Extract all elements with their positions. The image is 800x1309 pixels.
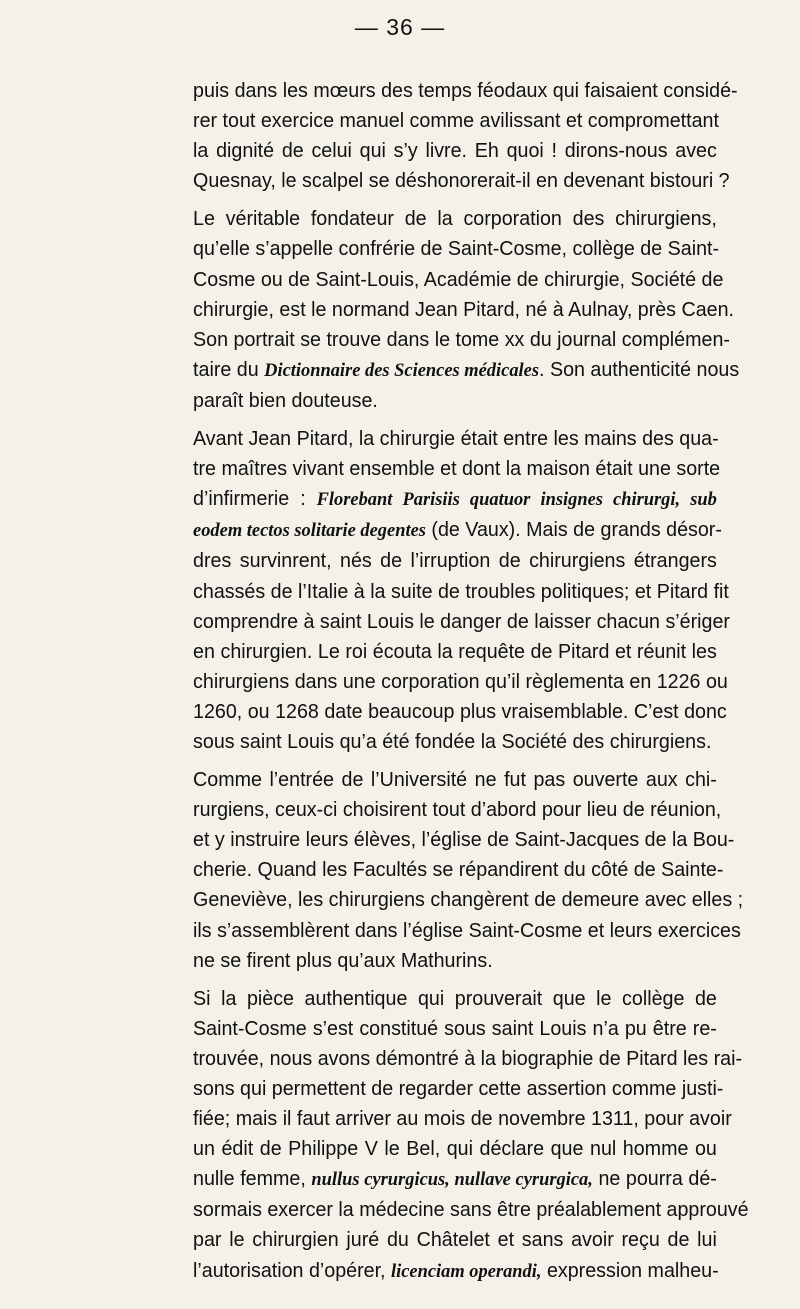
text-line: chirurgie, est le normand Jean Pitard, né à Aulnay, près Caen.: [193, 298, 734, 321]
text-line: paraît bien douteuse.: [193, 389, 378, 412]
page-number: — 36 —: [354, 14, 446, 40]
text-line: Cosme ou de Saint-Louis, Académie de chirurgie, Société de: [193, 268, 724, 291]
text-line: Comme l’entrée de l’Université ne fut pas ouverte aux chi-: [193, 769, 717, 792]
text-line: sormais exercer la médecine sans être préalablement approuvé: [193, 1199, 749, 1222]
paragraph: [162, 765, 744, 976]
text-line: nulle femme, nullus cyrurgicus, nullave cyrurgica, ne pourra dé-: [193, 1168, 717, 1191]
text-line: Saint-Cosme s’est constitué sous saint Louis n’a pu être re-: [193, 1017, 717, 1040]
text-line: trouvée, nous avons démontré à la biographie de Pitard les rai-: [193, 1047, 743, 1070]
text-line: sons qui permettent de regarder cette assertion comme justi-: [193, 1078, 724, 1100]
text-line: rurgiens, ceux-ci choisirent tout d’abord pour lieu de réunion,: [193, 799, 722, 822]
text-line: d’infirmerie : Florebant Parisiis quatuor insignes chirurgi, sub: [193, 488, 717, 511]
text-line: par le chirurgien juré du Châtelet et sans avoir reçu de lui: [193, 1229, 717, 1252]
body-text: [162, 76, 749, 1295]
text-line: comprendre à saint Louis le danger de laisser chacun s’ériger: [193, 610, 730, 633]
text-line: 1260, ou 1268 date beaucoup plus vraisemblable. C’est donc: [193, 700, 727, 723]
text-line: et y instruire leurs élèves, l’église de Saint-Jacques de la Bou-: [193, 829, 735, 852]
text-line: Son portrait se trouve dans le tome xx du journal complémen-: [193, 328, 730, 351]
text-line: un édit de Philippe V le Bel, qui déclare que nul homme ou: [193, 1138, 717, 1161]
text-line: fiée; mais il faut arriver au mois de novembre 1311, pour avoir: [193, 1108, 732, 1131]
paragraph: [162, 424, 730, 757]
text-line: Si la pièce authentique qui prouverait que le collège de: [193, 987, 717, 1010]
text-line: Le véritable fondateur de la corporation des chirurgiens,: [193, 208, 717, 231]
text-line: qu’elle s’appelle confrérie de Saint-Cosme, collège de Saint-: [193, 238, 720, 261]
text-line: ils s’assemblèrent dans l’église Saint-Cosme et leurs exercices: [193, 919, 741, 942]
text-line: Geneviève, les chirurgiens changèrent de demeure avec elles ;: [193, 889, 744, 912]
italic-phrase: Dictionnaire des Sciences médicales: [264, 359, 540, 381]
italic-phrase: licenciam operandi,: [390, 1260, 542, 1282]
text-line: l’autorisation d’opérer, licenciam operandi, expression malheu-: [193, 1259, 719, 1282]
text-line: en chirurgien. Le roi écouta la requête de Pitard et réunit les: [193, 640, 717, 663]
text-line: taire du Dictionnaire des Sciences médicales. Son authenticité nous: [193, 358, 740, 381]
paragraph: [162, 76, 738, 196]
text-line: puis dans les mœurs des temps féodaux qui faisaient considé-: [193, 80, 738, 102]
text-line: eodem tectos solitarie degentes (de Vaux). Mais de grands désor-: [193, 519, 722, 542]
paragraph: [162, 204, 740, 416]
italic-phrase: nullus cyrurgicus, nullave cyrurgica,: [311, 1169, 593, 1191]
text-line: rer tout exercice manuel comme avilissant et compromettant: [193, 110, 719, 133]
text-line: chassés de l’Italie à la suite de troubles politiques; et Pitard fit: [193, 580, 729, 603]
text-line: sous saint Louis qu’a été fondée la Société des chirurgiens.: [193, 730, 712, 753]
text-line: Quesnay, le scalpel se déshonorerait-il en devenant bistouri ?: [193, 170, 730, 193]
paragraph: [162, 984, 749, 1287]
text-line: ne se firent plus qu’aux Mathurins.: [193, 949, 493, 972]
italic-phrase: eodem tectos solitarie degentes: [193, 520, 426, 542]
text-line: la dignité de celui qui s’y livre. Eh quoi ! dirons-nous avec: [193, 140, 717, 163]
text-line: cherie. Quand les Facultés se répandirent du côté de Sainte-: [193, 859, 724, 882]
italic-phrase: Florebant Parisiis quatuor insignes chirurgi, sub: [316, 489, 717, 511]
text-line: tre maîtres vivant ensemble et dont la maison était une sorte: [193, 458, 721, 481]
text-line: dres survinrent, nés de l’irruption de chirurgiens étrangers: [193, 550, 717, 573]
text-line: Avant Jean Pitard, la chirurgie était entre les mains des qua-: [193, 428, 719, 451]
text-line: chirurgiens dans une corporation qu’il règlementa en 1226 ou: [193, 670, 728, 693]
